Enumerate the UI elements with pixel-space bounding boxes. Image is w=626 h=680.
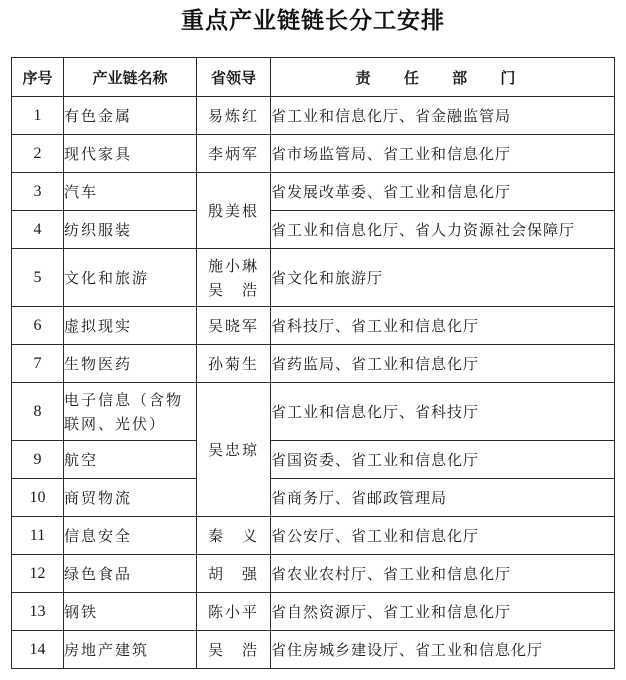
row-chain: 有色金属 (64, 97, 197, 135)
row-chain: 绿色食品 (64, 555, 197, 593)
table-row (12, 517, 615, 555)
row-dept: 省住房城乡建设厅、省工业和信息化厅 (271, 631, 615, 669)
row-no: 13 (12, 593, 64, 631)
row-leader: 孙菊生 (197, 345, 271, 383)
table-row (12, 249, 615, 307)
row-dept: 省文化和旅游厅 (271, 249, 615, 307)
row-chain: 生物医药 (64, 345, 197, 383)
row-chain: 钢铁 (64, 593, 197, 631)
row-dept: 省工业和信息化厅、省金融监管局 (271, 97, 615, 135)
row-leader: 李炳军 (197, 135, 271, 173)
table-row (12, 555, 615, 593)
row-dept: 省商务厅、省邮政管理局 (271, 479, 615, 517)
header-no: 序号 (12, 58, 64, 97)
row-no: 6 (12, 307, 64, 345)
row-chain: 虚拟现实 (64, 307, 197, 345)
row-chain: 电子信息（含物联网、光伏） (64, 383, 197, 441)
row-leader: 易炼红 (197, 97, 271, 135)
header-chain: 产业链名称 (64, 58, 197, 97)
row-dept: 省市场监管局、省工业和信息化厅 (271, 135, 615, 173)
table-row (12, 173, 615, 211)
row-leader-second: 吴 浩 (207, 280, 259, 299)
table-row (12, 135, 615, 173)
table-row (12, 383, 615, 441)
row-leader: 吴晓军 (197, 307, 271, 345)
row-leader: 殷美根 (197, 173, 271, 249)
row-no: 12 (12, 555, 64, 593)
table-row (12, 631, 615, 669)
row-no: 10 (12, 479, 64, 517)
assignment-table (11, 57, 615, 669)
row-no: 14 (12, 631, 64, 669)
row-chain: 航空 (64, 441, 197, 479)
row-chain: 房地产建筑 (64, 631, 197, 669)
row-chain: 现代家具 (64, 135, 197, 173)
table-row (12, 307, 615, 345)
table-row (12, 345, 615, 383)
row-dept: 省公安厅、省工业和信息化厅 (271, 517, 615, 555)
row-no: 7 (12, 345, 64, 383)
table-row (12, 593, 615, 631)
header-dept: 责 任 部 门 (271, 58, 615, 97)
row-chain: 文化和旅游 (64, 249, 197, 307)
row-leader: 胡 强 (197, 555, 271, 593)
row-dept: 省工业和信息化厅、省人力资源社会保障厅 (271, 211, 615, 249)
row-no: 8 (12, 383, 64, 441)
row-dept: 省发展改革委、省工业和信息化厅 (271, 173, 615, 211)
header-leader: 省领导 (197, 58, 271, 97)
row-leader: 吴忠琼 (197, 383, 271, 517)
row-leader: 秦 义 (197, 517, 271, 555)
row-no: 2 (12, 135, 64, 173)
table-row (12, 97, 615, 135)
row-leader: 施小琳 (207, 256, 259, 275)
row-leader-group (197, 249, 271, 307)
table-header-row (12, 58, 615, 97)
row-dept: 省工业和信息化厅、省科技厅 (271, 383, 615, 441)
row-chain: 信息安全 (64, 517, 197, 555)
table-row (12, 479, 615, 517)
row-chain: 商贸物流 (64, 479, 197, 517)
row-leader: 陈小平 (197, 593, 271, 631)
row-no: 9 (12, 441, 64, 479)
row-no: 4 (12, 211, 64, 249)
table-row (12, 441, 615, 479)
row-no: 3 (12, 173, 64, 211)
row-no: 11 (12, 517, 64, 555)
row-chain: 纺织服装 (64, 211, 197, 249)
row-dept: 省农业农村厅、省工业和信息化厅 (271, 555, 615, 593)
row-dept: 省国资委、省工业和信息化厅 (271, 441, 615, 479)
row-no: 5 (12, 249, 64, 307)
row-leader: 吴 浩 (197, 631, 271, 669)
row-dept: 省自然资源厅、省工业和信息化厅 (271, 593, 615, 631)
row-dept: 省药监局、省工业和信息化厅 (271, 345, 615, 383)
table-row (12, 211, 615, 249)
page-title: 重点产业链链长分工安排 (181, 8, 445, 34)
row-chain: 汽车 (64, 173, 197, 211)
row-no: 1 (12, 97, 64, 135)
row-dept: 省科技厅、省工业和信息化厅 (271, 307, 615, 345)
